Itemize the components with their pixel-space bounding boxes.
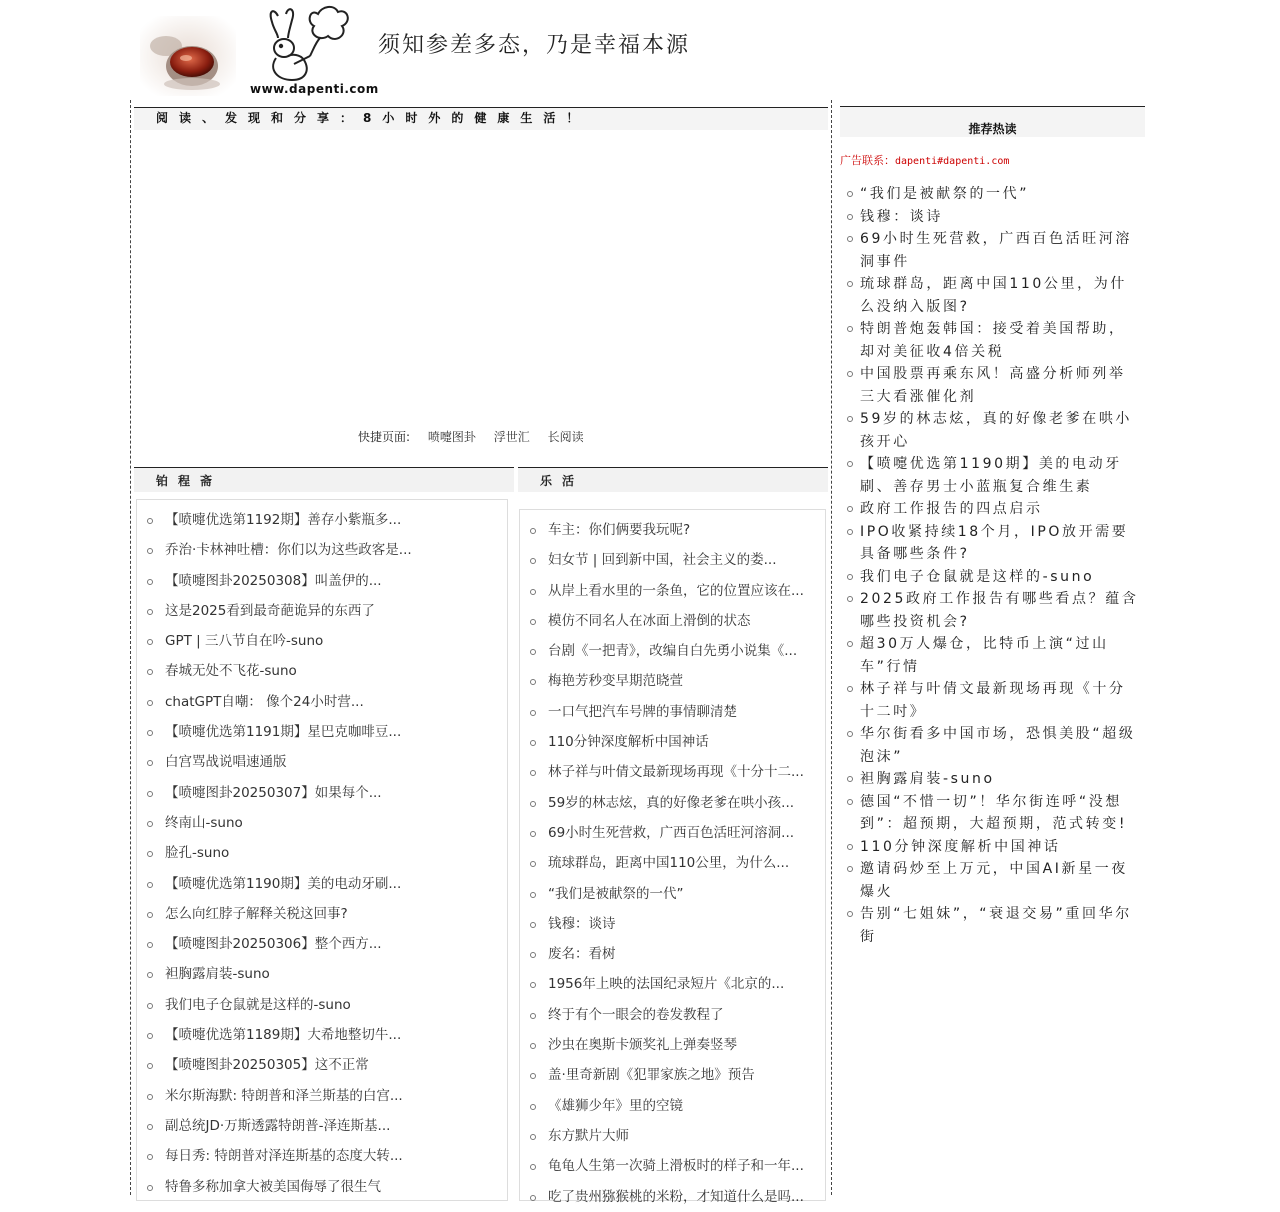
list-item[interactable]: 袒胸露肩装-suno: [137, 959, 415, 989]
list-item[interactable]: 妇女节 | 回到新中国，社会主义的娄...: [520, 545, 812, 575]
list-item[interactable]: 【喷嚏优选第1190期】美的电动牙刷、善存男士小蓝瓶复合维生素: [840, 453, 1140, 498]
list-item[interactable]: 59岁的林志炫，真的好像老爹在哄小孩开心: [840, 408, 1140, 453]
list-item[interactable]: 吃了贵州猕猴桃的米粉，才知道什么是吗...: [520, 1182, 812, 1212]
list-item[interactable]: 废名：看树: [520, 939, 812, 969]
list-item[interactable]: chatGPT自嘲： 像个24小时营...: [137, 687, 415, 717]
quicklinks: [358, 428, 598, 445]
site-header: [130, 0, 1145, 100]
rabbit-logo-image[interactable]: [248, 4, 366, 84]
list-item[interactable]: 110分钟深度解析中国神话: [840, 836, 1140, 859]
section-header-bochengzhai: [134, 467, 514, 492]
list-item[interactable]: 每日秀: 特朗普对泽连斯基的态度大转...: [137, 1141, 415, 1171]
list-item[interactable]: 从岸上看水里的一条鱼，它的位置应该在...: [520, 576, 812, 606]
article-list-lehuo: [520, 515, 812, 1212]
list-item[interactable]: 车主：你们俩要我玩呢?: [520, 515, 812, 545]
list-item[interactable]: 69小时生死营救，广西百色活旺河溶洞...: [520, 818, 812, 848]
list-item[interactable]: 特朗普炮轰韩国：接受着美国帮助，却对美征收4倍关税: [840, 318, 1140, 363]
list-item[interactable]: 终南山-suno: [137, 808, 415, 838]
list-item[interactable]: 69小时生死营救，广西百色活旺河溶洞事件: [840, 228, 1140, 273]
section-title: 铂程斋: [156, 474, 223, 488]
list-item[interactable]: “我们是被献祭的一代”: [520, 879, 812, 909]
ad-email[interactable]: dapenti#dapenti.com: [895, 156, 1010, 167]
list-item[interactable]: 【喷嚏图卦20250308】叫盖伊的...: [137, 566, 415, 596]
list-item[interactable]: 110分钟深度解析中国神话: [520, 727, 812, 757]
list-item[interactable]: 袒胸露肩装-suno: [840, 768, 1140, 791]
list-item[interactable]: 副总统JD·万斯透露特朗普-泽连斯基...: [137, 1111, 415, 1141]
list-item[interactable]: 邀请码炒至上万元，中国AI新星一夜爆火: [840, 858, 1140, 903]
list-item[interactable]: IPO收紧持续18个月，IPO放开需要具备哪些条件?: [840, 521, 1140, 566]
list-item[interactable]: 【喷嚏优选第1191期】星巴克咖啡豆...: [137, 717, 415, 747]
list-item[interactable]: 钱穆：谈诗: [840, 206, 1140, 229]
teacup-logo-image[interactable]: [140, 16, 236, 96]
quicklink-pentu[interactable]: 喷嚏图卦: [427, 430, 476, 444]
section-lehuo-box: [519, 509, 826, 1205]
sidebar-recommended: [840, 106, 1145, 1195]
article-list-bochengzhai: [137, 505, 415, 1202]
section-header-lehuo: [518, 467, 828, 492]
list-item[interactable]: 春城无处不飞花-suno: [137, 656, 415, 686]
hot-article-list: [840, 183, 1140, 948]
ad-label: 广告联系：: [840, 154, 895, 167]
sidebar-title: 推荐热读: [968, 122, 1017, 136]
list-item[interactable]: 【喷嚏图卦20250307】如果每个...: [137, 778, 415, 808]
list-item[interactable]: 龟龟人生第一次骑上滑板时的样子和一年...: [520, 1151, 812, 1181]
section-title: 乐活: [540, 474, 585, 488]
list-item[interactable]: 白宫骂战说唱速通版: [137, 747, 415, 777]
list-item[interactable]: 超30万人爆仓，比特币上演“过山车”行情: [840, 633, 1140, 678]
list-item[interactable]: 钱穆：谈诗: [520, 909, 812, 939]
list-item[interactable]: 59岁的林志炫，真的好像老爹在哄小孩...: [520, 788, 812, 818]
list-item[interactable]: 怎么向红脖子解释关税这回事?: [137, 899, 415, 929]
list-item[interactable]: 乔治·卡林神吐槽：你们以为这些政客是...: [137, 535, 415, 565]
tagline-bar: [134, 107, 828, 130]
list-item[interactable]: 我们电子仓鼠就是这样的-suno: [840, 566, 1140, 589]
quicklink-fushihui[interactable]: 浮世汇: [493, 430, 530, 444]
list-item[interactable]: 终于有个一眼会的卷发教程了: [520, 1000, 812, 1030]
list-item[interactable]: 林子祥与叶倩文最新现场再现《十分十二吋》: [840, 678, 1140, 723]
list-item[interactable]: 德国“不惜一切”！华尔街连呼“没想到”：超预期，大超预期，范式转变!: [840, 791, 1140, 836]
list-item[interactable]: 【喷嚏优选第1189期】大希地整切牛...: [137, 1020, 415, 1050]
quicklinks-label: 快捷页面:: [358, 430, 411, 444]
site-slogan: 须知参差多态，乃是幸福本源: [378, 33, 691, 58]
list-item[interactable]: 【喷嚏优选第1192期】善存小紫瓶多...: [137, 505, 415, 535]
list-item[interactable]: 台剧《一把青》，改编自白先勇小说集《...: [520, 636, 812, 666]
list-item[interactable]: 模仿不同名人在冰面上滑倒的状态: [520, 606, 812, 636]
list-item[interactable]: 米尔斯海默: 特朗普和泽兰斯基的白宫...: [137, 1081, 415, 1111]
list-item[interactable]: 盖·里奇新剧《犯罪家族之地》预告: [520, 1060, 812, 1090]
list-item[interactable]: 这是2025看到最奇葩诡异的东西了: [137, 596, 415, 626]
section-bochengzhai-box: [136, 499, 508, 1201]
list-item[interactable]: 【喷嚏优选第1190期】美的电动牙刷...: [137, 869, 415, 899]
list-item[interactable]: “我们是被献祭的一代”: [840, 183, 1140, 206]
list-item[interactable]: 我们电子仓鼠就是这样的-suno: [137, 990, 415, 1020]
list-item[interactable]: 1956年上映的法国纪录短片《北京的...: [520, 969, 812, 999]
list-item[interactable]: 琉球群岛，距离中国110公里，为什么...: [520, 848, 812, 878]
sidebar-header: [840, 106, 1145, 137]
list-item[interactable]: 林子祥与叶倩文最新现场再现《十分十二...: [520, 757, 812, 787]
list-item[interactable]: 琉球群岛，距离中国110公里，为什么没纳入版图?: [840, 273, 1140, 318]
list-item[interactable]: 特鲁多称加拿大被美国侮辱了很生气: [137, 1172, 415, 1202]
list-item[interactable]: 华尔街看多中国市场，恐惧美股“超级泡沫”: [840, 723, 1140, 768]
list-item[interactable]: GPT | 三八节自在吟-suno: [137, 626, 415, 656]
list-item[interactable]: 2025政府工作报告有哪些看点？蕴含哪些投资机会?: [840, 588, 1140, 633]
list-item[interactable]: 东方默片大师: [520, 1121, 812, 1151]
list-item[interactable]: 【喷嚏图卦20250305】这不正常: [137, 1050, 415, 1080]
list-item[interactable]: 【喷嚏图卦20250306】整个西方...: [137, 929, 415, 959]
site-url: www.dapenti.com: [250, 82, 379, 96]
list-item[interactable]: 《雄狮少年》里的空镜: [520, 1091, 812, 1121]
list-item[interactable]: 沙虫在奥斯卡颁奖礼上弹奏竖琴: [520, 1030, 812, 1060]
ad-contact: [840, 152, 1009, 168]
list-item[interactable]: 政府工作报告的四点启示: [840, 498, 1140, 521]
quicklink-longread[interactable]: 长阅读: [547, 430, 584, 444]
list-item[interactable]: 脸孔-suno: [137, 838, 415, 868]
tagline: 阅读、发现和分享：8小时外的健康生活！: [156, 111, 590, 125]
list-item[interactable]: 中国股票再乘东风！高盛分析师列举三大看涨催化剂: [840, 363, 1140, 408]
list-item[interactable]: 梅艳芳秒变早期范晓萱: [520, 666, 812, 696]
list-item[interactable]: 一口气把汽车号牌的事情聊清楚: [520, 697, 812, 727]
list-item[interactable]: 告别“七姐妹”，“衰退交易”重回华尔街: [840, 903, 1140, 948]
